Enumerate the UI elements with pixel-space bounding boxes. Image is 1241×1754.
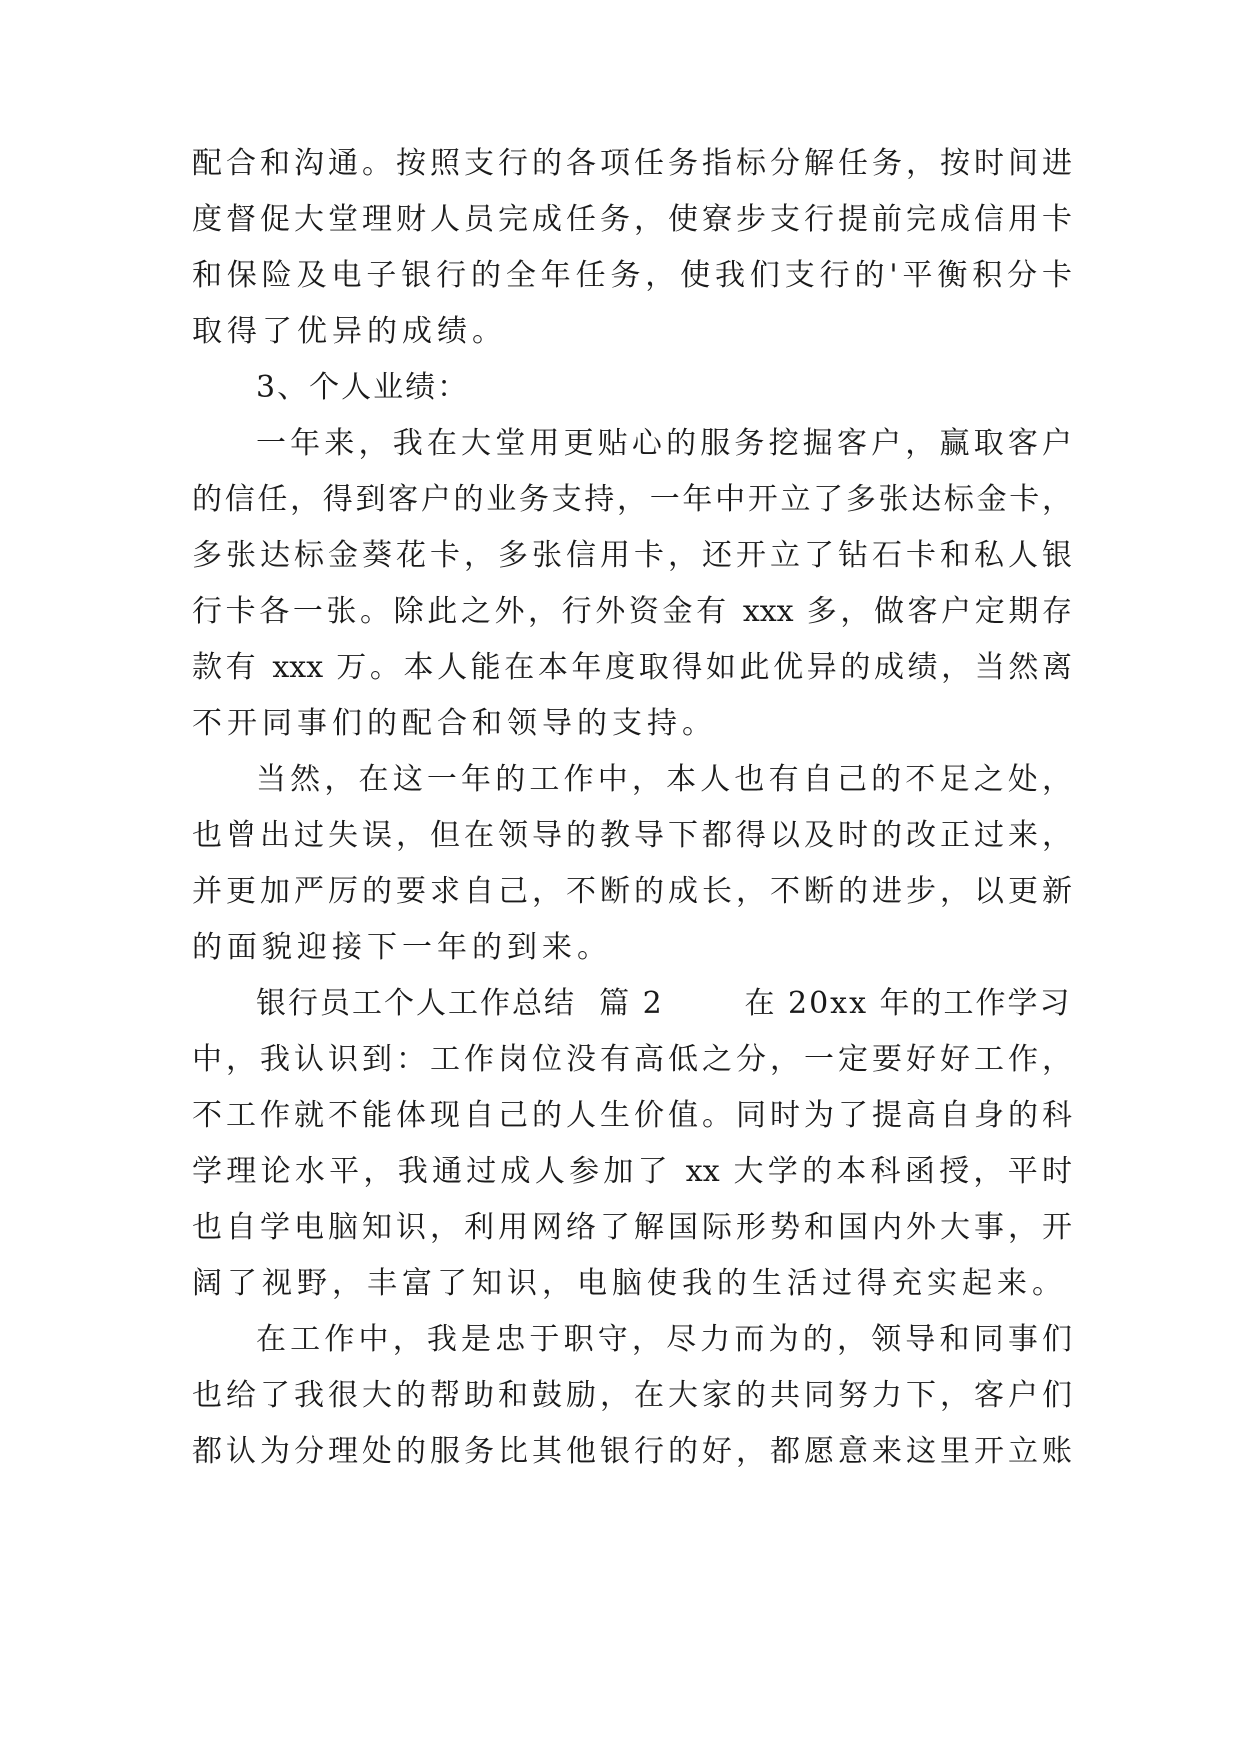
text-line: 款有 xxx 万。本人能在本年度取得如此优异的成绩，当然离 (192, 650, 1072, 685)
text-line: 配合和沟通。按照支行的各项任务指标分解任务，按时间进 (192, 146, 1072, 181)
text-line: 并更加严厉的要求自己，不断的成长，不断的进步，以更新 (192, 874, 1072, 909)
paragraph-first-line: 在工作中，我是忠于职守，尽力而为的，领导和同事们 (256, 1322, 1072, 1357)
section-heading: 3、个人业绩： (256, 370, 470, 405)
text-line: 的面貌迎接下一年的到来。 (192, 930, 612, 965)
text-line: 也自学电脑知识，利用网络了解国际形势和国内外大事，开 (192, 1210, 1072, 1245)
text-line: 行卡各一张。除此之外，行外资金有 xxx 多，做客户定期存 (192, 594, 1072, 629)
text-line: 取得了优异的成绩。 (192, 314, 507, 349)
section-title-line: 银行员工个人工作总结 篇 2 在 20xx 年的工作学习 (256, 986, 1072, 1021)
text-line: 都认为分理处的服务比其他银行的好，都愿意来这里开立账 (192, 1434, 1072, 1469)
text-line: 的信任，得到客户的业务支持，一年中开立了多张达标金卡， (192, 482, 1072, 517)
text-line: 中，我认识到：工作岗位没有高低之分，一定要好好工作， (192, 1042, 1072, 1077)
paragraph-first-line: 当然，在这一年的工作中，本人也有自己的不足之处， (256, 762, 1072, 797)
text-line: 不工作就不能体现自己的人生价值。同时为了提高自身的科 (192, 1098, 1072, 1133)
text-line: 多张达标金葵花卡，多张信用卡，还开立了钻石卡和私人银 (192, 538, 1072, 573)
text-line: 学理论水平，我通过成人参加了 xx 大学的本科函授，平时 (192, 1154, 1072, 1189)
text-line: 阔了视野，丰富了知识，电脑使我的生活过得充实起来。 (192, 1266, 1067, 1301)
text-line: 也曾出过失误，但在领导的教导下都得以及时的改正过来， (192, 818, 1072, 853)
paragraph-first-line: 一年来，我在大堂用更贴心的服务挖掘客户，赢取客户 (256, 426, 1072, 461)
text-line: 度督促大堂理财人员完成任务，使寮步支行提前完成信用卡 (192, 202, 1072, 237)
text-line: 和保险及电子银行的全年任务，使我们支行的'平衡积分卡 (192, 258, 1072, 293)
text-line: 也给了我很大的帮助和鼓励，在大家的共同努力下，客户们 (192, 1378, 1072, 1413)
text-line: 不开同事们的配合和领导的支持。 (192, 706, 717, 741)
